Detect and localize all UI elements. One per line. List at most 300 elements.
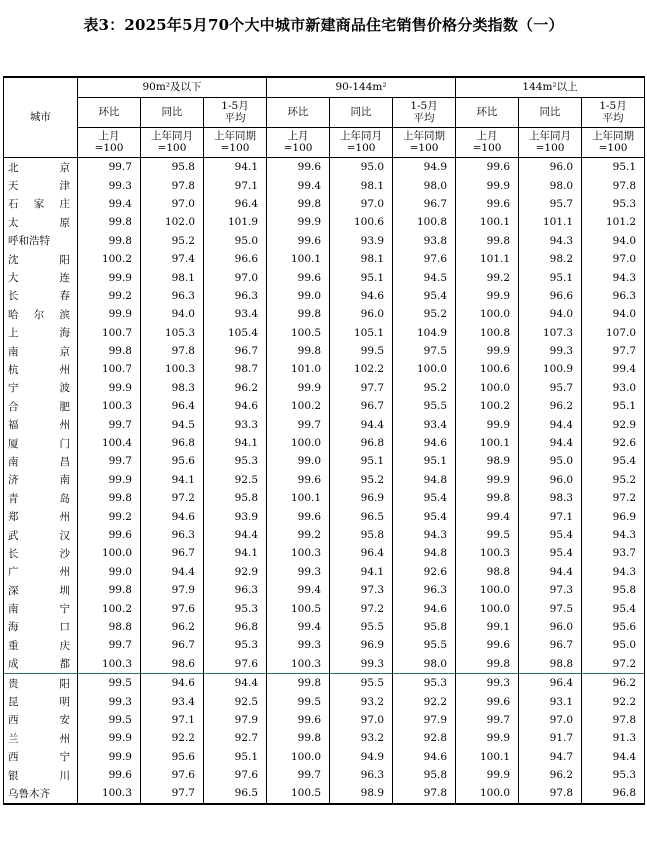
index-value: 100.3: [78, 784, 141, 803]
index-value: 95.4: [519, 544, 582, 562]
city-name: 沈 阳: [4, 250, 78, 268]
index-value: 98.8: [456, 563, 519, 581]
index-value: 100.2: [78, 599, 141, 617]
table-row: [4, 434, 645, 452]
index-value: 94.0: [141, 305, 204, 323]
index-value: 99.8: [456, 489, 519, 507]
index-value: 96.3: [582, 287, 645, 305]
index-value: 101.2: [582, 213, 645, 231]
index-value: 95.4: [582, 599, 645, 617]
index-value: 97.1: [141, 711, 204, 729]
index-value: 96.3: [204, 581, 267, 599]
table-body: [4, 158, 645, 804]
index-value: 97.2: [582, 489, 645, 507]
index-value: 100.0: [456, 599, 519, 617]
table-row: [4, 452, 645, 470]
table-row: [4, 415, 645, 433]
index-value: 94.4: [582, 748, 645, 766]
index-value: 95.3: [204, 452, 267, 470]
index-value: 100.0: [456, 305, 519, 323]
index-value: 100.0: [78, 544, 141, 562]
table-row: [4, 563, 645, 581]
index-value: 100.0: [267, 434, 330, 452]
index-value: 94.4: [141, 563, 204, 581]
index-value: 97.6: [141, 766, 204, 784]
index-value: 93.4: [393, 415, 456, 433]
index-value: 99.3: [519, 342, 582, 360]
index-value: 95.2: [393, 305, 456, 323]
sub-header: 同比: [330, 98, 393, 128]
index-value: 99.3: [330, 655, 393, 674]
table-row: [4, 158, 645, 177]
base-header: 上年同月 =100: [141, 128, 204, 158]
table-row: [4, 342, 645, 360]
index-value: 97.8: [582, 176, 645, 194]
index-value: 99.9: [456, 766, 519, 784]
index-value: 97.9: [141, 581, 204, 599]
index-value: 94.6: [204, 397, 267, 415]
index-value: 96.3: [330, 766, 393, 784]
index-value: 100.3: [141, 360, 204, 378]
index-value: 100.8: [393, 213, 456, 231]
index-value: 97.0: [141, 195, 204, 213]
table-row: [4, 636, 645, 654]
index-value: 94.5: [393, 268, 456, 286]
city-name: 青 岛: [4, 489, 78, 507]
index-value: 100.5: [267, 324, 330, 342]
table-row: [4, 711, 645, 729]
index-value: 96.8: [204, 618, 267, 636]
index-value: 99.6: [456, 158, 519, 177]
city-name: 长 春: [4, 287, 78, 305]
city-name: 深 圳: [4, 581, 78, 599]
index-value: 100.5: [267, 784, 330, 803]
index-value: 99.8: [267, 342, 330, 360]
city-name: 广 州: [4, 563, 78, 581]
index-value: 99.8: [78, 489, 141, 507]
index-value: 99.6: [78, 766, 141, 784]
index-value: 99.2: [456, 268, 519, 286]
index-value: 100.6: [330, 213, 393, 231]
city-name: 宁 波: [4, 379, 78, 397]
index-value: 98.0: [519, 176, 582, 194]
index-value: 97.8: [582, 711, 645, 729]
sub-header: 1-5月 平均: [393, 98, 456, 128]
table-row: [4, 305, 645, 323]
index-value: 96.8: [582, 784, 645, 803]
index-value: 96.7: [141, 544, 204, 562]
base-header: 上月 =100: [78, 128, 141, 158]
index-value: 94.6: [330, 287, 393, 305]
index-value: 94.6: [393, 599, 456, 617]
table-row: [4, 287, 645, 305]
table-row: [4, 397, 645, 415]
index-value: 99.6: [267, 507, 330, 525]
index-value: 93.3: [204, 415, 267, 433]
index-value: 102.0: [141, 213, 204, 231]
index-value: 95.5: [330, 673, 393, 692]
index-value: 96.5: [330, 507, 393, 525]
index-value: 99.9: [456, 287, 519, 305]
index-value: 94.3: [393, 526, 456, 544]
index-value: 94.4: [204, 526, 267, 544]
base-header: 上年同期 =100: [393, 128, 456, 158]
table-row: [4, 176, 645, 194]
index-value: 95.2: [141, 232, 204, 250]
index-value: 97.1: [519, 507, 582, 525]
index-value: 101.9: [204, 213, 267, 231]
city-name: 成 都: [4, 655, 78, 674]
index-value: 107.0: [582, 324, 645, 342]
base-header: 上年同月 =100: [330, 128, 393, 158]
city-name: 南 昌: [4, 452, 78, 470]
table-row: [4, 655, 645, 674]
table-row: [4, 673, 645, 692]
index-value: 95.0: [330, 158, 393, 177]
city-name: 昆 明: [4, 692, 78, 710]
group-header-medium: 90-144m²: [267, 77, 456, 98]
city-name: 福 州: [4, 415, 78, 433]
city-name: 太 原: [4, 213, 78, 231]
index-value: 96.7: [141, 636, 204, 654]
index-value: 96.4: [141, 397, 204, 415]
index-value: 98.1: [330, 176, 393, 194]
index-value: 100.1: [456, 748, 519, 766]
index-value: 96.0: [519, 158, 582, 177]
city-name: 呼和浩特: [4, 232, 78, 250]
city-name: 北 京: [4, 158, 78, 177]
index-value: 96.4: [330, 544, 393, 562]
city-name: 武 汉: [4, 526, 78, 544]
index-value: 99.9: [267, 379, 330, 397]
index-value: 97.7: [141, 784, 204, 803]
index-value: 94.9: [393, 158, 456, 177]
index-value: 100.1: [456, 213, 519, 231]
index-value: 91.7: [519, 729, 582, 747]
index-value: 99.7: [78, 452, 141, 470]
group-header-large: 144m²以上: [456, 77, 645, 98]
index-value: 100.9: [519, 360, 582, 378]
city-name: 天 津: [4, 176, 78, 194]
index-value: 100.3: [267, 655, 330, 674]
table-row: [4, 213, 645, 231]
city-name: 厦 门: [4, 434, 78, 452]
page-title: 表3：2025年5月70个大中城市新建商品住宅销售价格分类指数（一）: [83, 16, 564, 34]
index-value: 94.0: [519, 305, 582, 323]
city-name: 哈 尔 滨: [4, 305, 78, 323]
table-row: [4, 692, 645, 710]
index-value: 99.8: [267, 729, 330, 747]
index-value: 99.8: [456, 232, 519, 250]
index-value: 94.0: [582, 232, 645, 250]
index-value: 95.8: [393, 766, 456, 784]
sub-header: 1-5月 平均: [204, 98, 267, 128]
index-value: 99.6: [456, 692, 519, 710]
index-value: 99.4: [267, 581, 330, 599]
index-value: 92.6: [582, 434, 645, 452]
index-value: 94.6: [393, 434, 456, 452]
index-value: 99.6: [78, 526, 141, 544]
table-row: [4, 618, 645, 636]
index-value: 99.6: [267, 158, 330, 177]
table-row: [4, 766, 645, 784]
index-value: 100.6: [456, 360, 519, 378]
index-value: 99.9: [456, 342, 519, 360]
index-value: 102.2: [330, 360, 393, 378]
index-value: 100.0: [456, 581, 519, 599]
table-row: [4, 729, 645, 747]
sub-header: 1-5月 平均: [582, 98, 645, 128]
index-value: 99.5: [78, 711, 141, 729]
index-value: 95.4: [582, 452, 645, 470]
index-value: 105.1: [330, 324, 393, 342]
index-value: 99.5: [330, 342, 393, 360]
index-value: 98.2: [519, 250, 582, 268]
index-value: 99.0: [267, 287, 330, 305]
index-value: 94.8: [393, 544, 456, 562]
index-value: 92.5: [204, 471, 267, 489]
index-value: 101.1: [519, 213, 582, 231]
index-value: 99.4: [267, 176, 330, 194]
index-value: 95.1: [330, 268, 393, 286]
index-value: 100.0: [267, 748, 330, 766]
index-value: 99.9: [78, 729, 141, 747]
city-name: 南 京: [4, 342, 78, 360]
city-name: 南 宁: [4, 599, 78, 617]
base-header: 上年同月 =100: [519, 128, 582, 158]
index-value: 99.6: [456, 195, 519, 213]
index-value: 95.4: [519, 526, 582, 544]
index-value: 93.2: [330, 729, 393, 747]
index-value: 98.8: [519, 655, 582, 674]
index-value: 99.4: [582, 360, 645, 378]
index-value: 96.2: [204, 379, 267, 397]
table-header: [4, 77, 645, 158]
city-name: 贵 阳: [4, 673, 78, 692]
index-value: 99.6: [267, 232, 330, 250]
index-value: 96.7: [204, 342, 267, 360]
city-name: 长 沙: [4, 544, 78, 562]
index-value: 98.0: [393, 176, 456, 194]
index-value: 96.2: [582, 673, 645, 692]
table-row: [4, 489, 645, 507]
index-value: 99.2: [267, 526, 330, 544]
index-value: 95.0: [519, 452, 582, 470]
index-value: 97.8: [141, 176, 204, 194]
index-value: 107.3: [519, 324, 582, 342]
index-value: 99.4: [267, 618, 330, 636]
index-value: 92.2: [141, 729, 204, 747]
index-value: 94.6: [141, 507, 204, 525]
index-value: 96.0: [519, 471, 582, 489]
table-row: [4, 379, 645, 397]
index-value: 99.9: [267, 213, 330, 231]
index-value: 95.6: [141, 748, 204, 766]
index-value: 97.8: [519, 784, 582, 803]
table-row: [4, 748, 645, 766]
index-value: 97.0: [582, 250, 645, 268]
index-value: 95.2: [582, 471, 645, 489]
index-value: 95.8: [393, 618, 456, 636]
index-value: 94.8: [393, 471, 456, 489]
index-value: 99.9: [456, 729, 519, 747]
index-value: 99.9: [456, 415, 519, 433]
city-name: 重 庆: [4, 636, 78, 654]
city-name: 郑 州: [4, 507, 78, 525]
index-value: 95.1: [330, 452, 393, 470]
index-value: 94.4: [519, 434, 582, 452]
index-value: 96.9: [330, 636, 393, 654]
index-value: 97.5: [393, 342, 456, 360]
index-value: 100.0: [456, 784, 519, 803]
index-value: 99.3: [267, 563, 330, 581]
index-value: 93.0: [582, 379, 645, 397]
index-value: 96.8: [141, 434, 204, 452]
index-value: 92.7: [204, 729, 267, 747]
index-value: 96.9: [330, 489, 393, 507]
index-value: 98.9: [456, 452, 519, 470]
index-value: 94.1: [330, 563, 393, 581]
table-row: [4, 250, 645, 268]
index-value: 96.3: [393, 581, 456, 599]
index-value: 99.9: [78, 268, 141, 286]
index-value: 95.5: [393, 397, 456, 415]
index-value: 92.9: [204, 563, 267, 581]
index-value: 100.1: [456, 434, 519, 452]
index-value: 94.3: [582, 268, 645, 286]
city-name: 海 口: [4, 618, 78, 636]
table-row: [4, 324, 645, 342]
price-index-table: [3, 76, 645, 805]
index-value: 93.4: [141, 692, 204, 710]
index-value: 100.0: [456, 379, 519, 397]
table-row: [4, 544, 645, 562]
index-value: 97.7: [330, 379, 393, 397]
index-value: 95.7: [519, 379, 582, 397]
index-value: 99.7: [78, 636, 141, 654]
index-value: 100.2: [267, 397, 330, 415]
index-value: 94.1: [204, 158, 267, 177]
index-value: 97.5: [519, 599, 582, 617]
index-value: 99.8: [78, 581, 141, 599]
index-value: 99.7: [78, 158, 141, 177]
table-row: [4, 360, 645, 378]
index-value: 99.8: [78, 342, 141, 360]
index-value: 98.9: [330, 784, 393, 803]
index-value: 95.6: [582, 618, 645, 636]
index-value: 100.7: [78, 360, 141, 378]
index-value: 100.2: [78, 250, 141, 268]
index-value: 97.2: [330, 599, 393, 617]
index-value: 96.6: [519, 287, 582, 305]
index-value: 95.6: [141, 452, 204, 470]
city-name: 杭 州: [4, 360, 78, 378]
group-header-small: 90m²及以下: [78, 77, 267, 98]
base-header: 上年同期 =100: [204, 128, 267, 158]
index-value: 101.0: [267, 360, 330, 378]
table-row: [4, 784, 645, 803]
index-value: 99.8: [267, 305, 330, 323]
city-column-header: 城市: [4, 77, 78, 158]
index-value: 97.3: [519, 581, 582, 599]
index-value: 99.8: [267, 673, 330, 692]
index-value: 94.3: [519, 232, 582, 250]
index-value: 99.1: [456, 618, 519, 636]
index-value: 97.7: [582, 342, 645, 360]
index-value: 99.3: [78, 176, 141, 194]
index-value: 94.4: [204, 673, 267, 692]
index-value: 95.3: [582, 766, 645, 784]
index-value: 92.5: [204, 692, 267, 710]
index-value: 99.5: [78, 673, 141, 692]
index-value: 97.4: [141, 250, 204, 268]
index-value: 99.4: [78, 195, 141, 213]
index-value: 94.1: [204, 544, 267, 562]
index-value: 98.3: [141, 379, 204, 397]
index-value: 97.0: [330, 711, 393, 729]
table-row: [4, 471, 645, 489]
index-value: 99.9: [456, 176, 519, 194]
index-value: 94.0: [582, 305, 645, 323]
index-value: 99.5: [267, 692, 330, 710]
index-value: 95.1: [393, 452, 456, 470]
city-name: 合 肥: [4, 397, 78, 415]
index-value: 99.8: [78, 232, 141, 250]
index-value: 98.1: [141, 268, 204, 286]
index-value: 95.5: [393, 636, 456, 654]
index-value: 94.3: [582, 526, 645, 544]
index-value: 99.6: [456, 636, 519, 654]
index-value: 95.4: [393, 489, 456, 507]
city-name: 乌鲁木齐: [4, 784, 78, 803]
index-value: 96.4: [519, 673, 582, 692]
table-row: [4, 599, 645, 617]
index-value: 99.9: [78, 379, 141, 397]
index-value: 99.3: [267, 636, 330, 654]
index-value: 92.2: [582, 692, 645, 710]
index-value: 94.3: [582, 563, 645, 581]
index-value: 99.7: [456, 711, 519, 729]
index-value: 93.8: [393, 232, 456, 250]
index-value: 105.4: [204, 324, 267, 342]
table-row: [4, 268, 645, 286]
index-value: 99.8: [267, 195, 330, 213]
index-value: 105.3: [141, 324, 204, 342]
index-value: 95.8: [582, 581, 645, 599]
index-value: 93.2: [330, 692, 393, 710]
table-row: [4, 581, 645, 599]
index-value: 99.5: [456, 526, 519, 544]
index-value: 99.6: [267, 471, 330, 489]
index-value: 95.3: [393, 673, 456, 692]
index-value: 97.0: [204, 268, 267, 286]
index-value: 100.5: [267, 599, 330, 617]
index-value: 100.4: [78, 434, 141, 452]
index-value: 99.4: [456, 507, 519, 525]
index-value: 92.8: [393, 729, 456, 747]
index-value: 95.4: [393, 287, 456, 305]
index-value: 99.3: [456, 673, 519, 692]
index-value: 99.9: [78, 748, 141, 766]
index-value: 95.3: [204, 599, 267, 617]
index-value: 95.8: [330, 526, 393, 544]
table-row: [4, 195, 645, 213]
base-header: 上年同期 =100: [582, 128, 645, 158]
index-value: 97.6: [393, 250, 456, 268]
index-value: 104.9: [393, 324, 456, 342]
index-value: 100.7: [78, 324, 141, 342]
sub-header: 环比: [267, 98, 330, 128]
